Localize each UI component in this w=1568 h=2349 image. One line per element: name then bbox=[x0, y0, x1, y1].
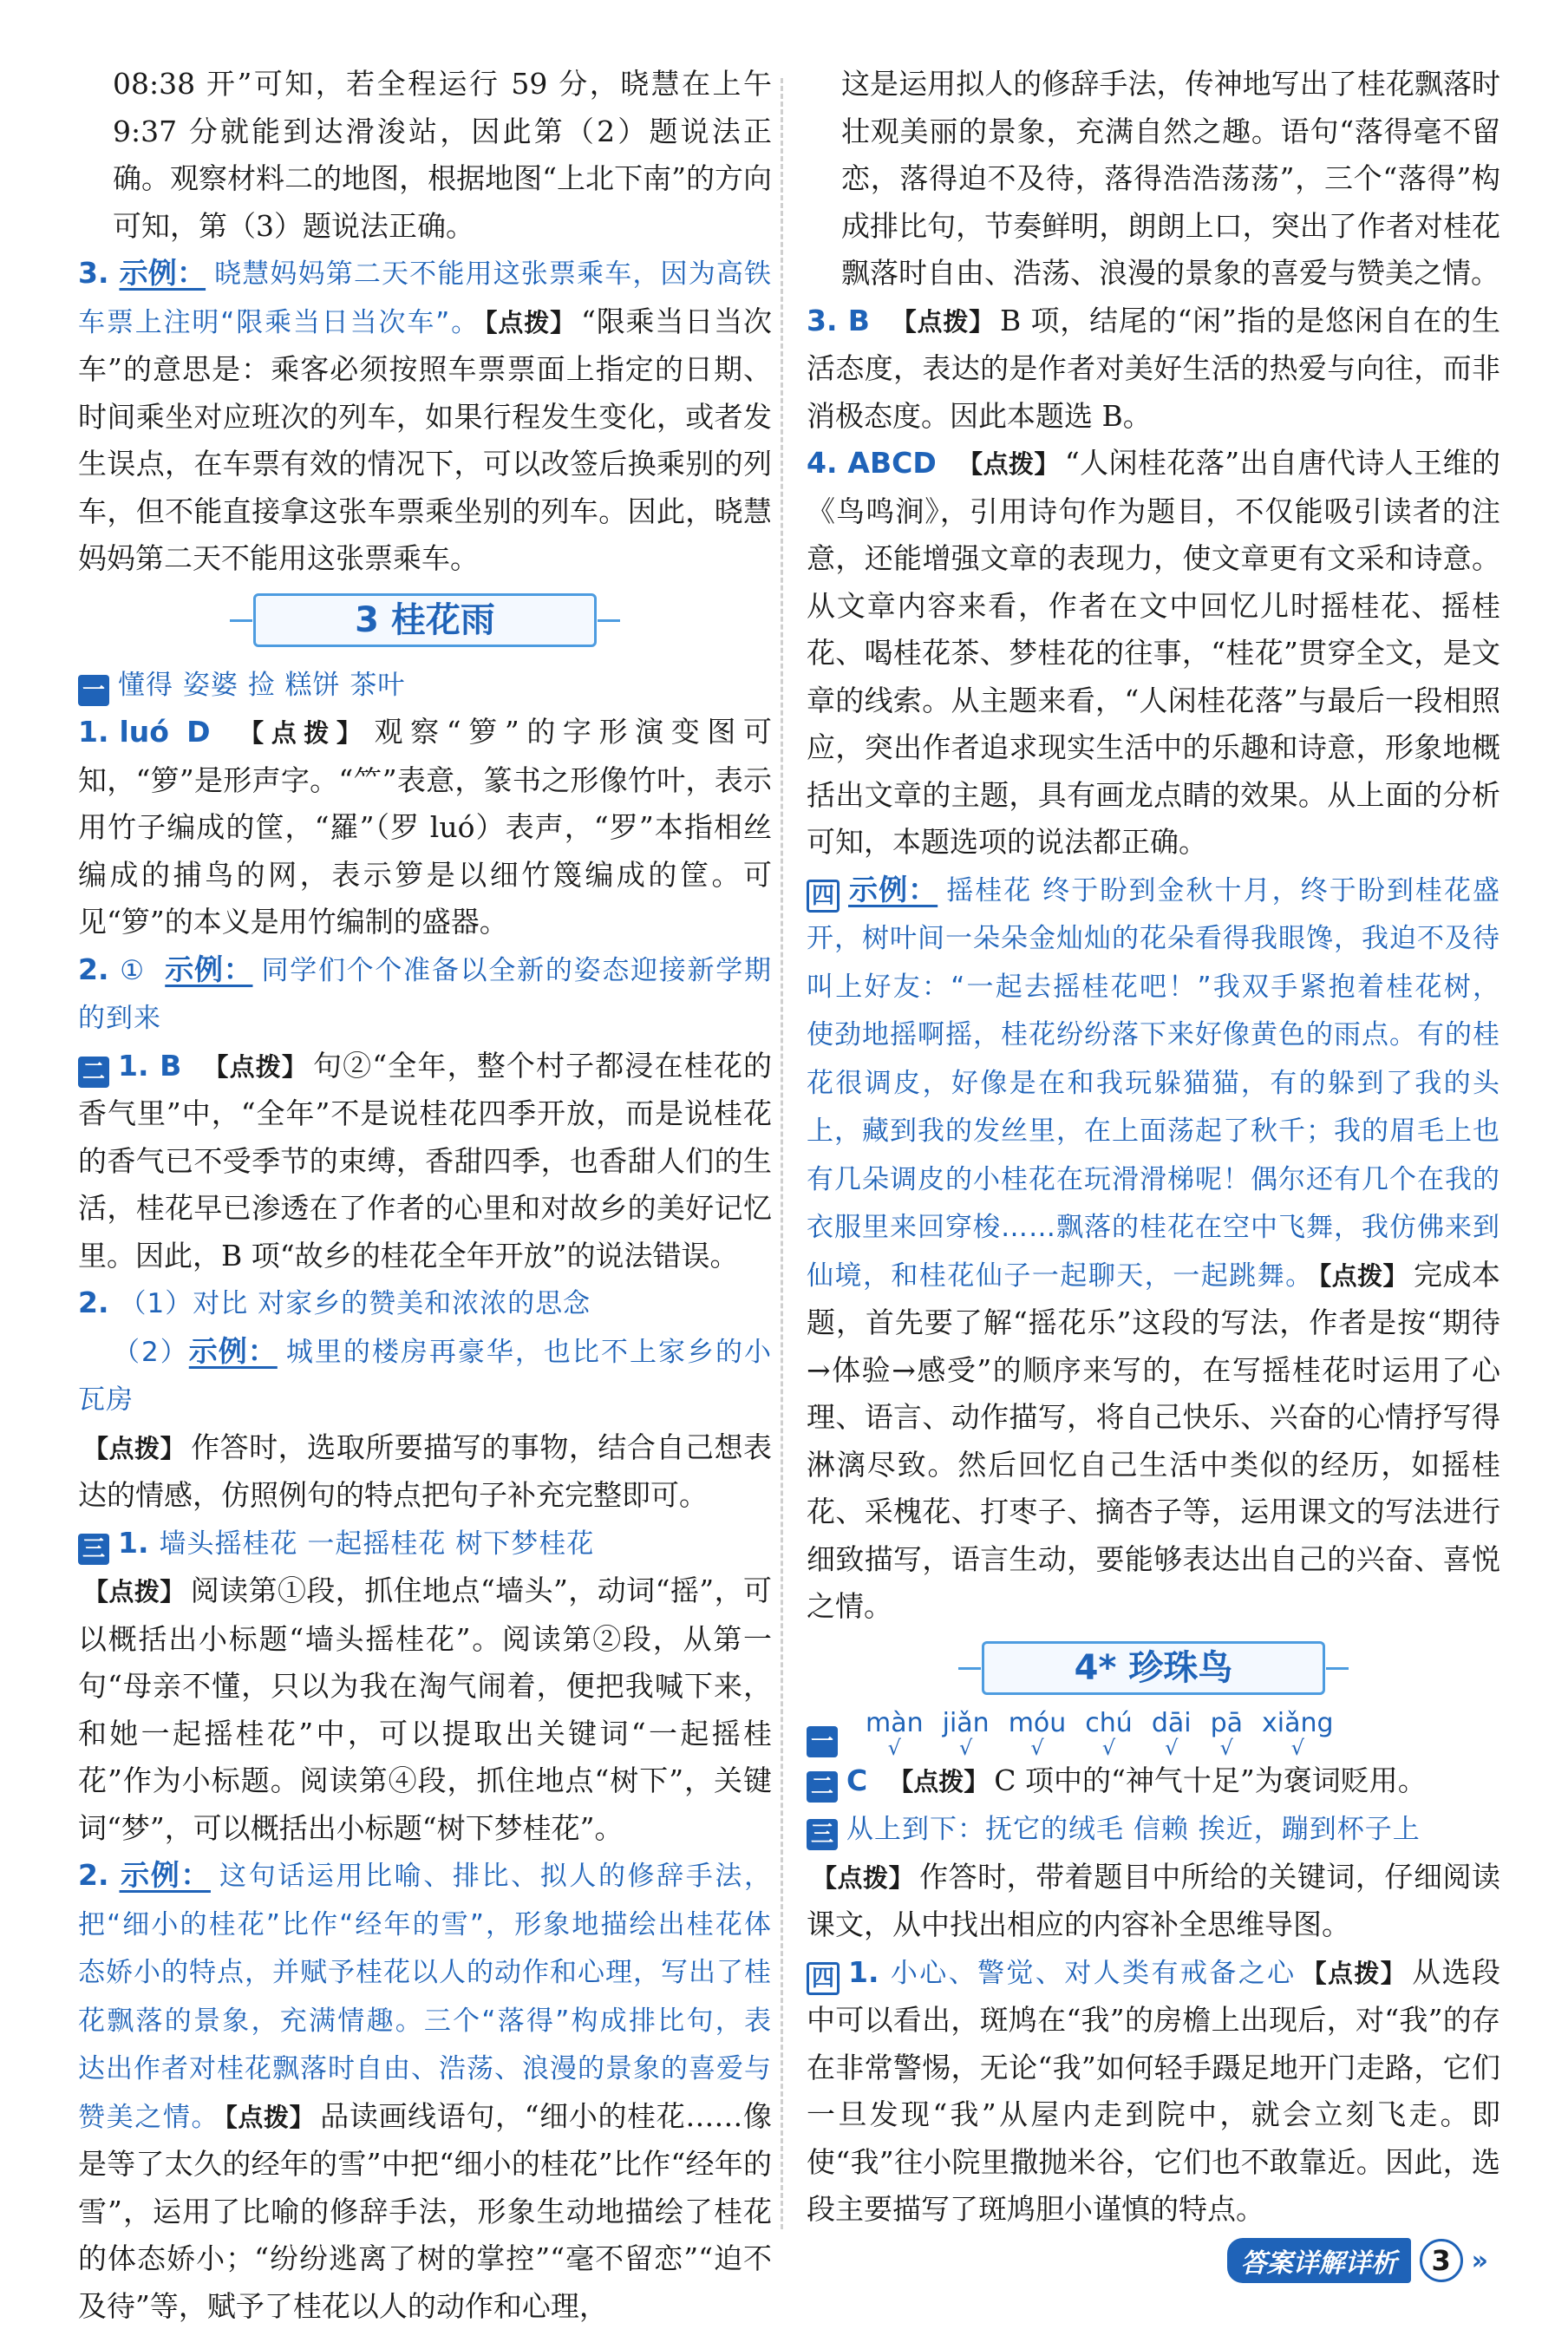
r-q3-tip-text: B 项，结尾的“闲”指的是悠闲自在的生活态度，表达的是作者对美好生活的热爱与向往，而非消极态度。因此本题选 B。 bbox=[807, 303, 1500, 433]
p1-mark: 一 bbox=[807, 1726, 838, 1757]
s3-q1-tip-text: 阅读第①段，抓住地点“墙头”，动词“摇”，可以概括出小标题“墙头摇桂花”。阅读第②段，从第一句“母亲不懂，只以为我在淘气闹着，便把我喊下来，和她一起摇桂花”中，可以提取出关键词“一起摇桂花”作为小标题。阅读第④段，抓住地点“树下”，关键词“梦”，可以概括出小标题“树下梦桂花”。 bbox=[78, 1574, 772, 1845]
check-icon: √ bbox=[1165, 1735, 1179, 1760]
lesson-3-title: 3 桂花雨 bbox=[253, 593, 597, 647]
s1-q2 bbox=[78, 946, 772, 1043]
p3-mark: 三 bbox=[807, 1819, 838, 1850]
left-q3 bbox=[78, 250, 772, 583]
p3 bbox=[807, 1805, 1500, 1949]
s2-q2-example-label: 示例： bbox=[188, 1333, 278, 1368]
s3-q1-tip-label: 【点拨】 bbox=[83, 1577, 186, 1606]
p3-answer: 从上到下：抚它的绒毛 信赖 挨近，蹦到杯子上 bbox=[846, 1814, 1421, 1845]
p3-tip-text: 作答时，带着题目中所给的关键词，仔细阅读课文，从中找出相应的内容补全思维导图。 bbox=[807, 1859, 1500, 1941]
s3-q1 bbox=[78, 1520, 772, 1853]
pinyin-item: chú √ bbox=[1085, 1707, 1133, 1760]
s1-q1-answer: luó D bbox=[119, 715, 211, 749]
s1-words-answer: 懂得 姿婆 捡 糕饼 茶叶 bbox=[118, 669, 406, 701]
right-column bbox=[807, 61, 1500, 2234]
pinyin-item: xiǎng √ bbox=[1262, 1707, 1334, 1760]
section-1-mark: 一 bbox=[78, 675, 109, 706]
check-icon: √ bbox=[887, 1735, 901, 1760]
p4-answer: 小心、警觉、对人类有戒备之心 bbox=[889, 1957, 1297, 1989]
s2-q2-part1: （1）对比 对家乡的赞美和浓浓的思念 bbox=[119, 1288, 591, 1319]
check-icon: √ bbox=[1290, 1735, 1304, 1760]
s1-q1 bbox=[78, 709, 772, 946]
p2-mark: 二 bbox=[807, 1771, 838, 1803]
p2 bbox=[807, 1757, 1500, 1806]
r-q4-tip-text: “人闲桂花落”出自唐代诗人王维的《鸟鸣涧》，引用诗句作为题目，不仅能吸引读者的注意，还能增强文章的表现力，使文章更有文采和诗意。从文章内容来看，作者在文中回忆儿时摇桂花、摇桂花、喝桂花茶、梦桂花的往事，“桂花”贯穿全文，是文章的线索。从主题来看，“人闲桂花落”与最后一段相照应，突出作者追求现实生活中的乐趣和诗意，形象地概括出文章的主题，具有画龙点睛的效果。从上面的分析可知，本题选项的说法都正确。 bbox=[807, 446, 1500, 859]
s4-example-label: 示例： bbox=[848, 872, 938, 906]
chevron-right-icon: » bbox=[1471, 2245, 1488, 2276]
s3-q2-tip-label: 【点拨】 bbox=[225, 2102, 316, 2132]
s2-q1 bbox=[78, 1043, 772, 1280]
check-icon: √ bbox=[1030, 1735, 1044, 1760]
p2-tip-label: 【点拨】 bbox=[888, 1766, 990, 1796]
pinyin-item: móu √ bbox=[1008, 1707, 1067, 1760]
page-number: 3 bbox=[1420, 2239, 1463, 2282]
right-intro: 这是运用拟人的修辞手法，传神地写出了桂花飘落时壮观美丽的景象，充满自然之趣。语句“落得毫不留恋，落得迫不及待，落得浩浩荡荡”，三个“落得”构成排比句，节奏鲜明，朗朗上口，突出了作者对桂花飘落时自由、浩荡、浪漫的景象的喜爱与赞美之情。 bbox=[841, 67, 1500, 290]
p2-answer: C bbox=[846, 1763, 868, 1797]
section-3-mark: 三 bbox=[78, 1534, 109, 1565]
s1-q2-number: 2. bbox=[78, 952, 109, 986]
right-q3 bbox=[807, 298, 1500, 441]
s2-q1-tip-text: 句②“全年，整个村子都浸在桂花的香气里”中，“全年”不是说桂花四季开放，而是说桂花的香气已不受季节的束缚，香甜四季，也香甜人们的生活，桂花早已渗透在了作者的心里和对故乡的美好记忆里。因此，B 项“故乡的桂花全年开放”的说法错误。 bbox=[78, 1048, 772, 1273]
q3-example-label: 示例： bbox=[119, 256, 206, 290]
check-icon: √ bbox=[1101, 1735, 1116, 1760]
s3-q1-answer: 墙头摇桂花 一起摇桂花 树下梦桂花 bbox=[159, 1528, 595, 1560]
r-q4-number: 4. ABCD bbox=[807, 446, 937, 480]
p4-number: 1. bbox=[848, 1954, 879, 1989]
s2-q2-part2: 城里的楼房再豪华，也比不上家乡的小瓦房 bbox=[78, 1336, 773, 1416]
s2-q1-tip-label: 【点拨】 bbox=[202, 1051, 308, 1082]
s2-q1-number: 1. B bbox=[118, 1048, 182, 1083]
p3-tip-label: 【点拨】 bbox=[812, 1862, 915, 1893]
q3-tip-label: 【点拨】 bbox=[485, 307, 576, 337]
q3-number: 3. bbox=[78, 256, 109, 290]
check-icon: √ bbox=[959, 1735, 973, 1760]
p4 bbox=[807, 1949, 1500, 2234]
check-icon: √ bbox=[1219, 1735, 1233, 1760]
p4-tip-label: 【点拨】 bbox=[1301, 1958, 1408, 1988]
s3-q2-answer: 这句话运用比喻、排比、拟人的修辞手法，把“细小的桂花”比作“经年的雪”，形象地描绘出桂花体态娇小的特点，并赋予桂花以人的动作和心理，写出了桂花飘落的景象，充满情趣。三个“落得”构成排比句，表达出作者对桂花飘落时自由、浩荡、浪漫的景象的喜爱与赞美之情。 bbox=[78, 1861, 773, 2133]
left-column bbox=[78, 61, 772, 2330]
r-q3-number: 3. B bbox=[807, 303, 870, 337]
p4-mark: 四 bbox=[807, 1962, 840, 1995]
p4-tip-text: 从选段中可以看出，斑鸠在“我”的房檐上出现后，对“我”的存在非常警惕，无论“我”如何轻手蹑足地开门走路，它们一旦发现“我”从屋内走到院中，就会立刻飞走。即使“我”往小院里撒抛米谷，它们也不敢靠近。因此，选段主要描写了斑鸠胆小谨慎的特点。 bbox=[807, 1954, 1500, 2226]
s1-q1-tip-label: 【点拨】 bbox=[231, 718, 369, 748]
r-q3-tip-label: 【点拨】 bbox=[890, 306, 995, 337]
s3-q1-number: 1. bbox=[118, 1525, 149, 1560]
s1-words bbox=[78, 661, 772, 710]
right-s4 bbox=[807, 867, 1500, 1631]
s3-q2-tip-text: 品读画线语句，“细小的桂花……像是等了太久的经年的雪”中把“细小的桂花”比作“经年的雪”，运用了比喻的修辞手法，形象生动地描绘了桂花的体态娇小；“纷纷逃离了树的掌控”“毫不留恋”“迫不及待”等，赋予了桂花以人的动作和心理， bbox=[78, 2098, 772, 2323]
footer-label: 答案详解详析 bbox=[1227, 2238, 1411, 2283]
q3-answer: 晓慧妈妈第二天不能用这张票乘车，因为高铁车票上注明“限乘当日当次车”。 bbox=[78, 258, 772, 338]
s3-q2-example-label: 示例： bbox=[119, 1858, 211, 1892]
lesson-4-title: 4* 珍珠鸟 bbox=[982, 1641, 1325, 1695]
section-4-mark: 四 bbox=[807, 880, 840, 913]
s4-tip-label: 【点拨】 bbox=[1318, 1260, 1409, 1291]
right-q4 bbox=[807, 440, 1500, 867]
s1-q1-number: 1. bbox=[78, 715, 109, 749]
s2-q2-part2-prefix: （2） bbox=[113, 1336, 189, 1368]
pinyin-item: dāi √ bbox=[1151, 1707, 1192, 1760]
s2-q2-tip-text: 作答时，选取所要描写的事物，结合自己想表达的情感，仿照例句的特点把句子补充完整即可。 bbox=[78, 1430, 772, 1512]
pinyin-item: màn √ bbox=[866, 1707, 924, 1760]
pinyin-item: pā √ bbox=[1210, 1707, 1244, 1760]
s1-q2-answer: 同学们个个准备以全新的姿态迎接新学期的到来 bbox=[78, 954, 773, 1034]
s3-q2-number: 2. bbox=[78, 1858, 109, 1892]
left-intro: 08:38 开”可知，若全程运行 59 分，晓慧在上午 9:37 分就能到达滑浚站，因此第（2）题说法正确。观察材料二的地图，根据地图“上北下南”的方向可知，第（3）题说法正确。 bbox=[113, 67, 772, 243]
column-divider bbox=[781, 78, 783, 2229]
s4-tip-text: 完成本题，首先要了解“摇花乐”这段的写法，作者是按“期待→体验→感受”的顺序来写的，在写摇桂花时运用了心理、语言、动作描写，将自己快乐、兴奋的心情抒写得淋漓尽致。然后回忆自己生活中类似的经历，如摇桂花、采槐花、打枣子、摘杏子等，运用课文的写法进行细致描写，语言生动，要能够表达出自己的兴奋、喜悦之情。 bbox=[807, 1257, 1501, 1623]
s4-answer: 摇桂花 终于盼到金秋十月，终于盼到桂花盛开，树叶间一朵朵金灿灿的花朵看得我眼馋，我迫不及待叫上好友：“一起去摇桂花吧！”我双手紧抱着桂花树，使劲地摇啊摇，桂花纷纷落下来好像黄色的雨点。有的桂花很调皮，好像是在和我玩躲猫猫，有的躲到了我的头上，藏到我的发丝里，在上面荡起了秋千；我的眉毛上也有几朵调皮的小桂花在玩滑滑梯呢！偶尔还有几个在我的衣服里来回穿梭……飘落的桂花在空中飞舞，我仿佛来到仙境，和桂花仙子一起聊天，一起跳舞。 bbox=[807, 874, 1500, 1292]
page-footer bbox=[1227, 2238, 1488, 2283]
s1-q1-tip-text: 观察“箩”的字形演变图可知，“箩”是形声字。“⺮”表意，篆书之形像竹叶，表示用竹子编成的筐，“羅”（罗 luó）表声，“罗”本指相丝编成的捕鸟的网，表示箩是以细竹篾编成的筐。可见“箩”的本义是用竹编制的盛器。 bbox=[78, 715, 772, 939]
s3-q2 bbox=[78, 1852, 772, 2330]
r-q4-tip-label: 【点拨】 bbox=[957, 449, 1060, 479]
s2-q2 bbox=[78, 1279, 772, 1520]
s2-q2-tip-label: 【点拨】 bbox=[83, 1433, 186, 1463]
p2-tip-text: C 项中的“神气十足”为褒词贬用。 bbox=[994, 1763, 1427, 1797]
pinyin-row bbox=[807, 1707, 1500, 1760]
section-2-mark: 二 bbox=[78, 1057, 109, 1088]
q3-tip-text: “限乘当日当次车”的意思是：乘客必须按照车票票面上指定的日期、时间乘坐对应班次的列车，如果行程发生变化，或者发生误点，在车票有效的情况下，可以改签后换乘别的列车，但不能直接拿这张车票乘坐别的列车。因此，晓慧妈妈第二天不能用这张票乘车。 bbox=[78, 304, 772, 575]
s1-q2-example-label: 示例： bbox=[165, 952, 253, 986]
s2-q2-number: 2. bbox=[78, 1286, 109, 1319]
pinyin-item: jiǎn √ bbox=[942, 1707, 990, 1760]
s1-q2-circle: ① bbox=[119, 954, 146, 986]
